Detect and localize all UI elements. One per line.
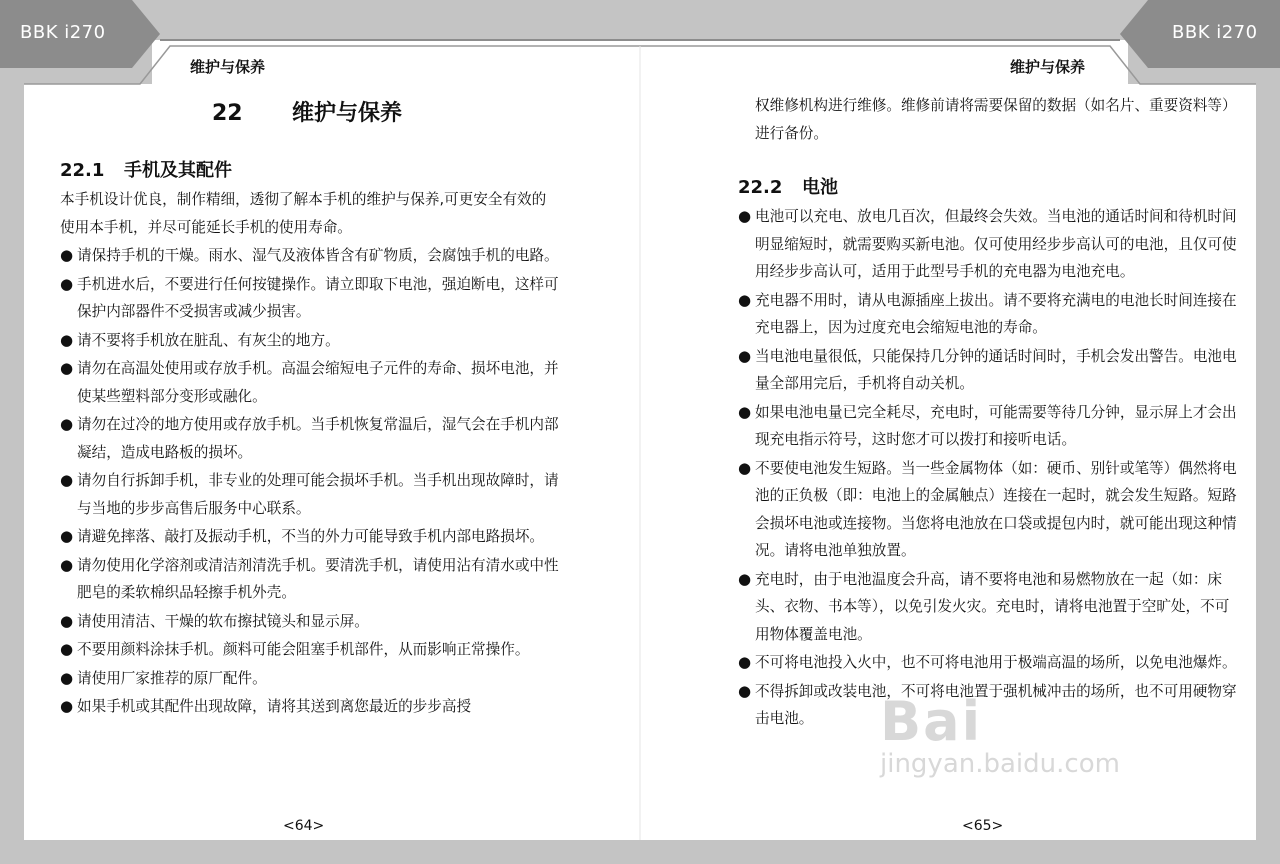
bullet-icon: ● [60,330,74,349]
bullet-icon: ● [60,246,74,264]
list-item [60,327,560,355]
page-number-right: <65> [962,818,1004,834]
section-number: 22.1 [60,160,105,181]
list-item [738,649,1238,677]
bullet-icon: ● [738,290,752,309]
chapter-heading [212,96,560,136]
list-item-text: 请不要将手机放在脏乱、有灰尘的地方。 [77,331,340,349]
bullet-icon: ● [738,402,752,421]
list-item-text: 不要用颜料涂抹手机。颜料可能会阻塞手机部件，从而影响正常操作。 [77,641,530,658]
list-item-text: 请勿自行拆卸手机，非专业的处理可能会损坏手机。当手机出现故障时，请与当地的步步高售后服务中心联系。 [77,472,559,517]
list-item-text: 电池可以充电、放电几百次，但最终会失效。当电池的通话时间和待机时间明显缩短时，就需要购买新电池。仅可使用经步步高认可的电池，且仅可使用经步步高认可，适用于此型号手机的充电器为电池充电。 [755,208,1237,280]
bullet-icon: ● [738,569,752,588]
running-header-right: 维护与保养 [1010,58,1086,76]
bullet-icon: ● [738,346,752,365]
chapter-title: 维护与保养 [292,101,403,126]
list-item [60,665,560,693]
list-item-text: 不可将电池投入火中，也不可将电池用于极端高温的场所，以免电池爆炸。 [755,654,1237,671]
list-item-text: 当电池电量很低，只能保持几分钟的通话时间时，手机会发出警告。电池电量全部用完后，手机将自动关机。 [755,347,1237,392]
bullet-icon: ● [60,668,74,687]
list-item-text: 请避免摔落、敲打及振动手机，不当的外力可能导致手机内部电路损坏。 [77,528,545,545]
list-item [60,467,560,522]
brand-label-right: BBK i270 [1172,22,1258,43]
running-header-left: 维护与保养 [190,58,266,76]
bullet-icon: ● [60,640,74,658]
bullet-icon: ● [60,527,74,545]
list-item-text: 如果电池电量已完全耗尽，充电时，可能需要等待几分钟，显示屏上才会出现充电指示符号，这时您才可以拨打和接听电话。 [755,403,1237,448]
bullet-icon: ● [60,415,74,433]
list-item-text: 不要使电池发生短路。当一些金属物体（如：硬币、别针或笔等）偶然将电池的正负极（即：电池上的金属触点）连接在一起时，就会发生短路。短路会损坏电池或连接物。当您将电池放在口袋或提包内时，就可能出现这种情况。请将电池单独放置。 [755,459,1237,559]
chapter-number: 22 [212,101,243,126]
bullet-icon: ● [60,697,74,715]
list-item-text: 请保持手机的干燥。雨水、湿气及液体皆含有矿物质，会腐蚀手机的电路。 [77,247,559,264]
section-number: 22.2 [738,177,783,198]
list-item [60,242,560,270]
list-item [60,523,560,551]
list-item [738,203,1238,286]
bullet-icon: ● [60,611,74,630]
watermark-logo: Bai [880,690,983,753]
bullet-icon: ● [738,681,752,700]
list-item-text: 如果手机或其配件出现故障，请将其送到离您最近的步步高授 [77,698,472,715]
list-item [60,411,560,466]
list-item [60,636,560,664]
list-item-text: 请勿在过冷的地方使用或存放手机。当手机恢复常温后，湿气会在手机内部凝结，造成电路板的损坏。 [77,416,559,461]
list-item-text: 不得拆卸或改装电池，不可将电池置于强机械冲击的场所，也不可用硬物穿击电池。 [755,682,1237,727]
bullet-icon: ● [60,555,74,574]
bullet-icon: ● [60,471,74,489]
section-heading-22-1 [60,156,560,182]
right-page [738,92,1238,733]
list-continuation: 权维修机构进行维修。维修前请将需要保留的数据（如名片、重要资料等）进行备份。 [755,97,1237,142]
watermark-url: jingyan.baidu.com [880,749,1120,779]
section-title: 电池 [802,177,838,198]
list-item-text: 请使用清洁、干燥的软布擦拭镜头和显示屏。 [77,612,369,630]
list-item-text: 请使用厂家推荐的原厂配件。 [77,669,267,687]
bullet-icon: ● [738,653,752,671]
list-item [60,552,560,607]
list-item [60,608,560,636]
bullet-icon: ● [60,359,74,377]
list-item-text: 手机进水后，不要进行任何按键操作。请立即取下电池，强迫断电，这样可保护内部器件不受损害或减少损害。 [77,275,559,320]
bullet-icon: ● [738,458,752,477]
list-item [738,343,1238,398]
list-item [60,355,560,410]
list-item [738,566,1238,649]
list-item-text: 充电时，由于电池温度会升高，请不要将电池和易燃物放在一起（如：床头、衣物、书本等），以免引发火灾。充电时，请将电池置于空旷处，不可用物体覆盖电池。 [755,570,1230,643]
battery-list [738,203,1238,733]
list-item [738,455,1238,565]
baidu-watermark [880,690,1120,779]
bullet-icon: ● [738,207,752,225]
page-number-left: <64> [283,818,325,834]
list-item-text: 请勿使用化学溶剂或清洁剂清洗手机。要清洗手机，请使用沾有清水或中性肥皂的柔软棉织品轻擦手机外壳。 [77,556,559,601]
list-item-text: 请勿在高温处使用或存放手机。高温会缩短电子元件的寿命、损坏电池，并使某些塑料部分变形或融化。 [77,360,559,405]
left-page [60,92,560,721]
list-item [60,271,560,326]
care-list [60,242,560,721]
section-heading-22-2 [738,173,1238,199]
bullet-icon: ● [60,274,74,293]
brand-label-left: BBK i270 [20,22,106,43]
section-intro: 本手机设计优良，制作精细，透彻了解本手机的维护与保养,可更安全有效的使用本手机，并尽可能延长手机的使用寿命。 [60,191,547,236]
section-title: 手机及其配件 [124,160,232,181]
list-item [60,693,560,721]
list-item [738,399,1238,454]
list-item-text: 充电器不用时，请从电源插座上拔出。请不要将充满电的电池长时间连接在充电器上，因为过度充电会缩短电池的寿命。 [755,291,1237,336]
list-item [738,287,1238,342]
